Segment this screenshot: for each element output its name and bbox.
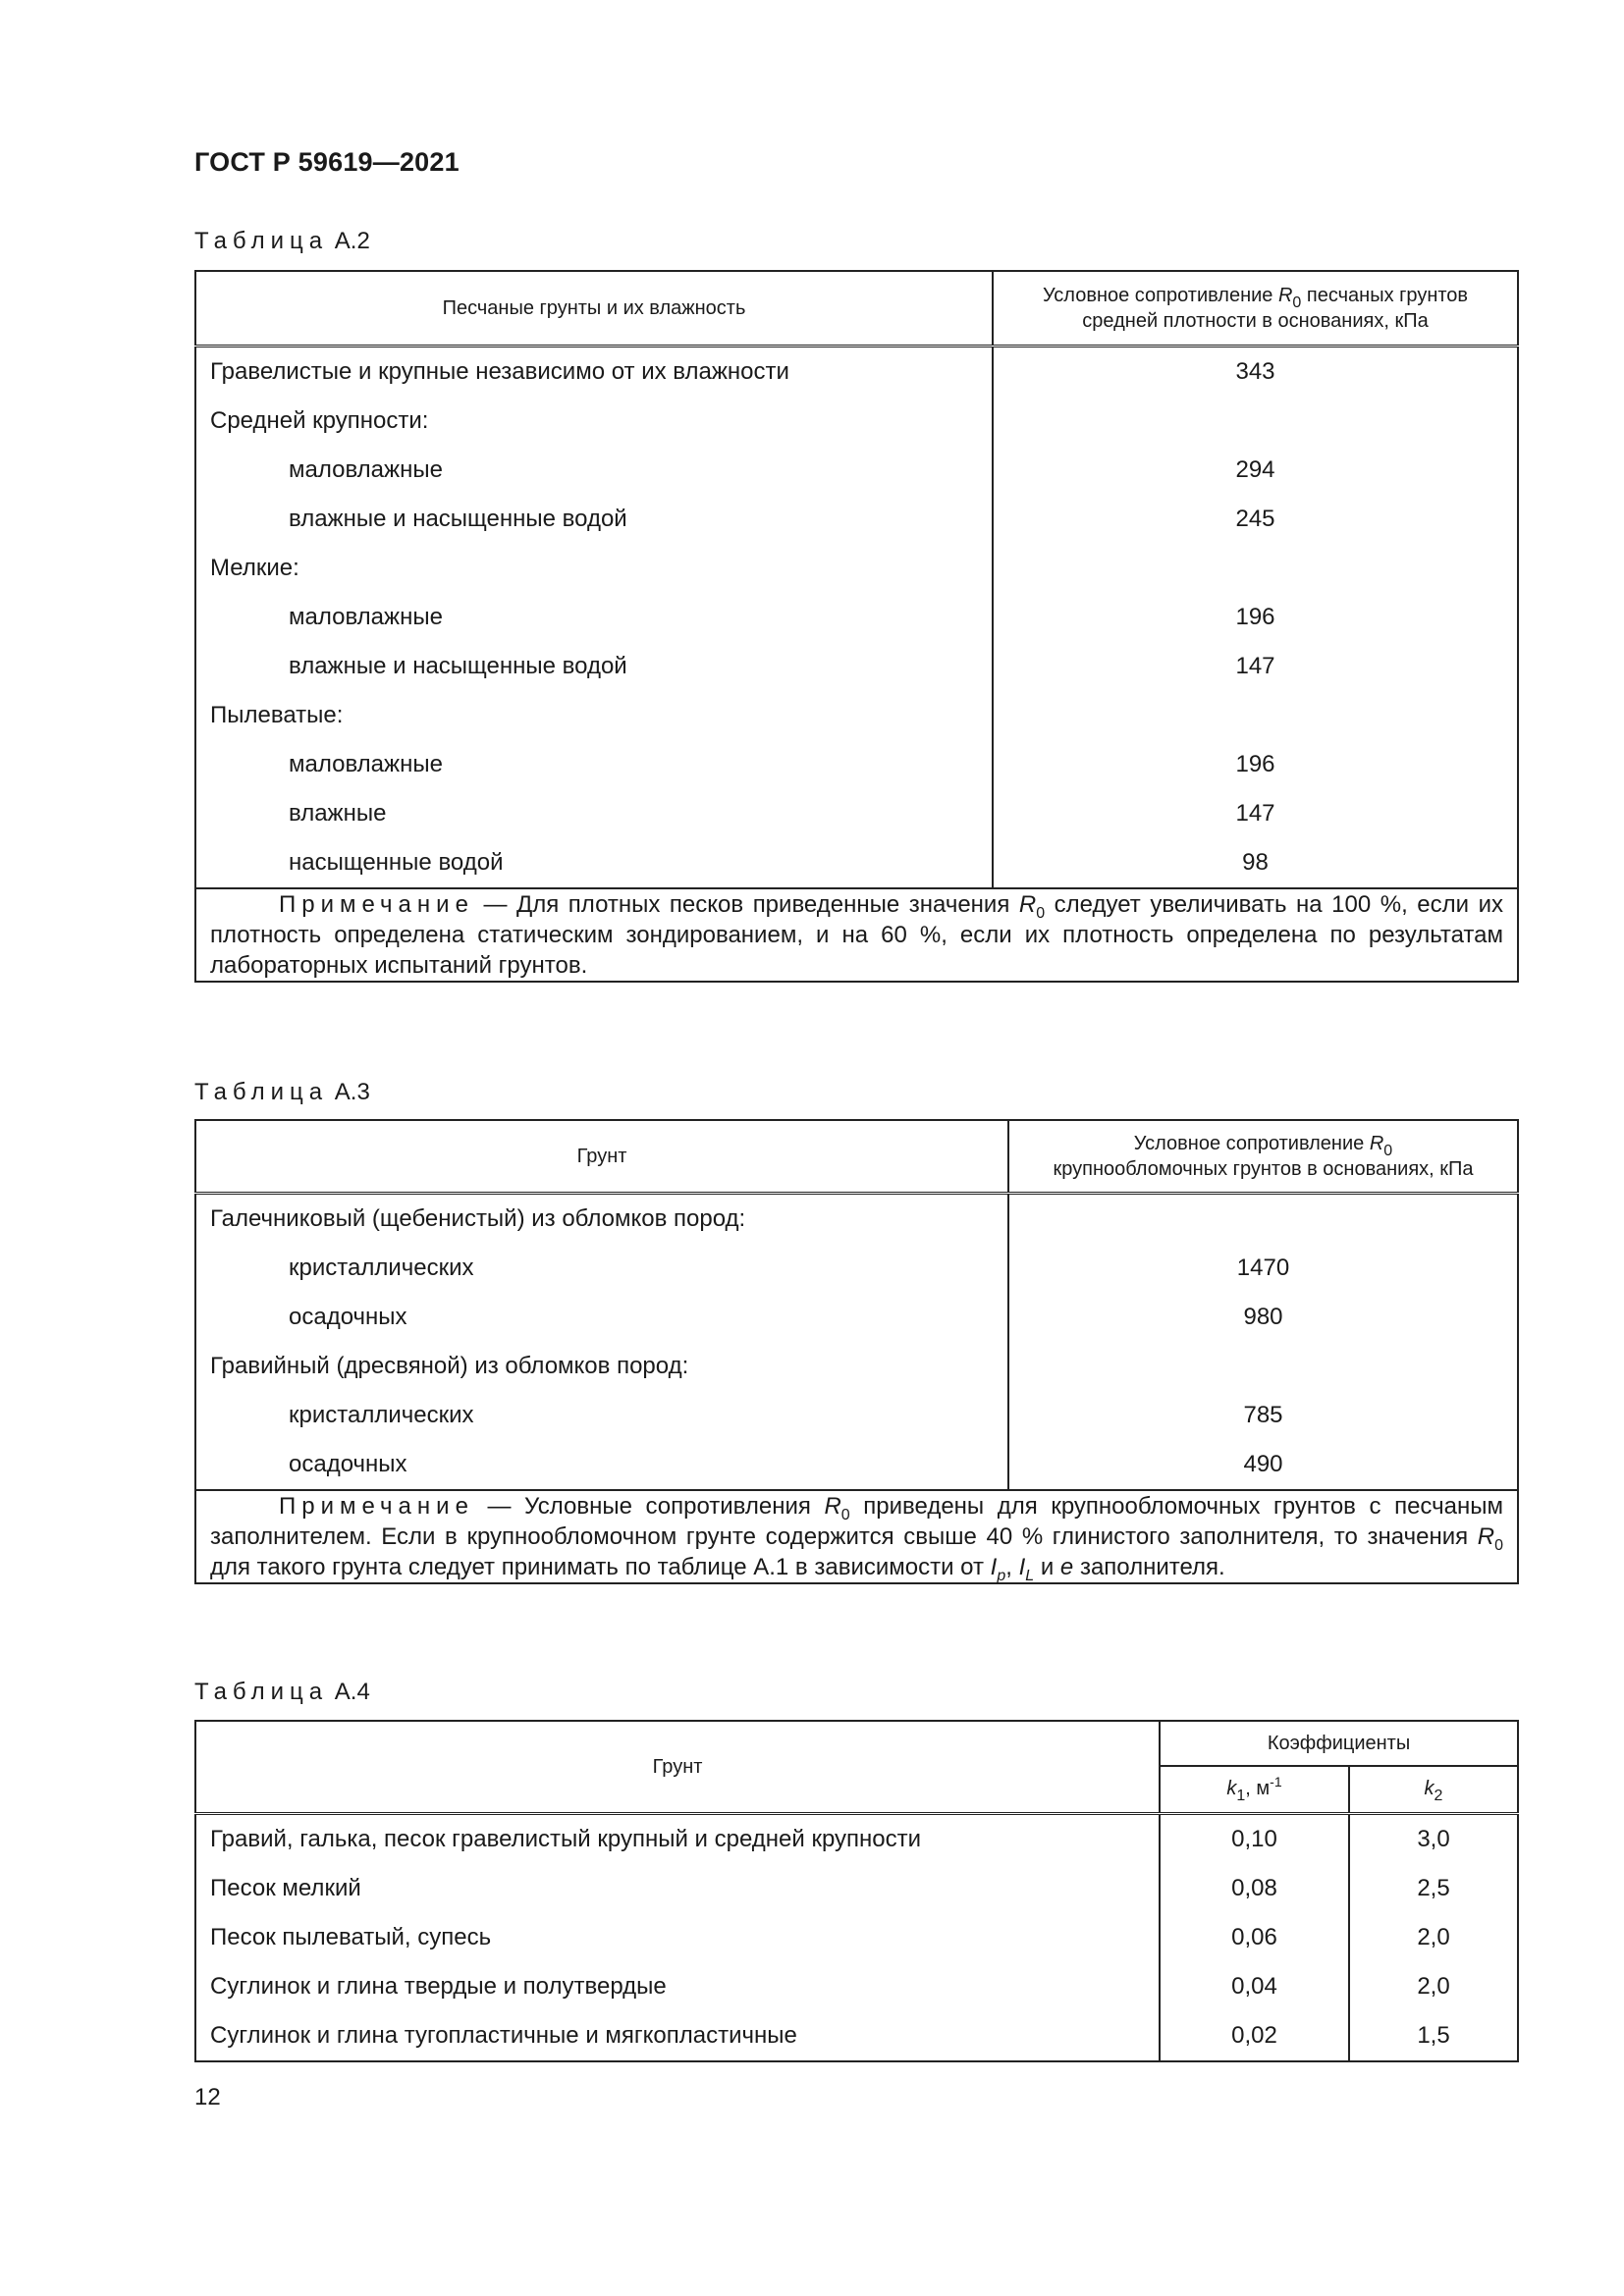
table-row bbox=[195, 1440, 1518, 1490]
page-number: 12 bbox=[194, 2084, 221, 2110]
row-label: влажные и насыщенные водой bbox=[195, 642, 993, 691]
row-label: Галечниковый (щебенистый) из обломков пород: bbox=[195, 1193, 1008, 1244]
row-label: Суглинок и глина тугопластичные и мягкопластичные bbox=[195, 2011, 1160, 2061]
table-row bbox=[195, 1293, 1518, 1342]
row-label: маловлажные bbox=[195, 446, 993, 495]
table-row bbox=[195, 346, 1518, 397]
table-row bbox=[195, 789, 1518, 838]
table-row bbox=[195, 691, 1518, 740]
row-value: 196 bbox=[993, 740, 1518, 789]
table-note: Примечание — Условные сопротивления $R_0$ приведены для крупнообломочных грунтов с песчаным заполнителем. Если в крупнообломочном грунте содержится свыше 40 % глинистого заполнителя, то значения $R_0$ для такого грунта следует принимать по таблице А.1 в зависимости от $I_p$, $I_L$ и e заполнителя. bbox=[195, 1490, 1518, 1584]
row-k1: 0,04 bbox=[1160, 1962, 1349, 2011]
row-value: 98 bbox=[993, 838, 1518, 888]
row-k2: 1,5 bbox=[1349, 2011, 1518, 2061]
table-row bbox=[195, 740, 1518, 789]
table-row bbox=[195, 446, 1518, 495]
table-header-coefficients: Коэффициенты bbox=[1160, 1721, 1518, 1766]
table-a3 bbox=[194, 1119, 1519, 1584]
row-value: 245 bbox=[993, 495, 1518, 544]
table-row bbox=[195, 1342, 1518, 1391]
row-k1: 0,08 bbox=[1160, 1864, 1349, 1913]
row-value bbox=[1008, 1193, 1518, 1244]
row-label: влажные bbox=[195, 789, 993, 838]
row-k2: 2,0 bbox=[1349, 1962, 1518, 2011]
row-label: Песок пылеватый, супесь bbox=[195, 1913, 1160, 1962]
row-k2: 3,0 bbox=[1349, 1813, 1518, 1864]
row-k1: 0,10 bbox=[1160, 1813, 1349, 1864]
row-value: 1470 bbox=[1008, 1244, 1518, 1293]
row-value bbox=[993, 397, 1518, 446]
table-header-k2: $k_2$ bbox=[1349, 1766, 1518, 1813]
table-a4-caption bbox=[194, 1679, 370, 1706]
table-header-k1: $k_1$, $м^{-1}$ bbox=[1160, 1766, 1349, 1813]
row-k1: 0,06 bbox=[1160, 1913, 1349, 1962]
table-a3-caption bbox=[194, 1079, 370, 1106]
row-label: осадочных bbox=[195, 1440, 1008, 1490]
row-label: кристаллических bbox=[195, 1391, 1008, 1440]
table-row bbox=[195, 1391, 1518, 1440]
table-a2 bbox=[194, 270, 1519, 983]
row-k2: 2,0 bbox=[1349, 1913, 1518, 1962]
row-label: Пылеватые: bbox=[195, 691, 993, 740]
table-row bbox=[195, 838, 1518, 888]
table-row bbox=[195, 1813, 1518, 1864]
table-row bbox=[195, 1244, 1518, 1293]
table-note: Примечание — Для плотных песков приведенные значения $R_0$ следует увеличивать на 100 %, если их плотность определена статическим зондированием, и на 60 %, если их плотность определена по результатам лабораторных испытаний грунтов. bbox=[195, 888, 1518, 983]
table-caption-number: А.3 bbox=[334, 1079, 370, 1105]
table-caption-word: Таблица bbox=[194, 228, 329, 254]
table-row bbox=[195, 495, 1518, 544]
row-k1: 0,02 bbox=[1160, 2011, 1349, 2061]
row-label: Средней крупности: bbox=[195, 397, 993, 446]
table-row bbox=[195, 397, 1518, 446]
table-header-resistance: Условное сопротивление $R_0$ крупнообломочных грунтов в основаниях, кПа bbox=[1008, 1120, 1518, 1193]
row-label: Суглинок и глина твердые и полутвердые bbox=[195, 1962, 1160, 2011]
row-label: Мелкие: bbox=[195, 544, 993, 593]
row-value: 980 bbox=[1008, 1293, 1518, 1342]
table-row bbox=[195, 2011, 1518, 2061]
row-label: осадочных bbox=[195, 1293, 1008, 1342]
table-caption-word: Таблица bbox=[194, 1679, 329, 1705]
row-label: Гравелистые и крупные независимо от их влажности bbox=[195, 346, 993, 397]
row-value: 147 bbox=[993, 789, 1518, 838]
table-header-resistance: Условное сопротивление $R_0$ песчаных грунтов средней плотности в основаниях, кПа bbox=[993, 271, 1518, 346]
table-header-soil: Грунт bbox=[195, 1120, 1008, 1193]
row-label: насыщенные водой bbox=[195, 838, 993, 888]
row-label: маловлажные bbox=[195, 593, 993, 642]
table-caption-word: Таблица bbox=[194, 1079, 329, 1105]
table-row bbox=[195, 544, 1518, 593]
table-a4 bbox=[194, 1720, 1519, 2062]
row-value: 196 bbox=[993, 593, 1518, 642]
row-value bbox=[993, 544, 1518, 593]
row-label: Гравий, галька, песок гравелистый крупный и средней крупности bbox=[195, 1813, 1160, 1864]
row-value: 147 bbox=[993, 642, 1518, 691]
row-value: 490 bbox=[1008, 1440, 1518, 1490]
row-label: маловлажные bbox=[195, 740, 993, 789]
table-header-soil: Грунт bbox=[195, 1721, 1160, 1813]
note-label: Примечание bbox=[279, 1492, 474, 1520]
row-k2: 2,5 bbox=[1349, 1864, 1518, 1913]
table-caption-number: А.4 bbox=[334, 1679, 370, 1705]
row-value bbox=[993, 691, 1518, 740]
document-code: ГОСТ Р 59619—2021 bbox=[194, 147, 460, 177]
table-row bbox=[195, 1864, 1518, 1913]
row-label: кристаллических bbox=[195, 1244, 1008, 1293]
table-row bbox=[195, 1193, 1518, 1244]
table-a2-caption bbox=[194, 228, 370, 255]
row-value: 343 bbox=[993, 346, 1518, 397]
row-label: влажные и насыщенные водой bbox=[195, 495, 993, 544]
table-caption-number: А.2 bbox=[334, 228, 370, 254]
row-value: 294 bbox=[993, 446, 1518, 495]
row-label: Песок мелкий bbox=[195, 1864, 1160, 1913]
table-row bbox=[195, 642, 1518, 691]
table-row bbox=[195, 1962, 1518, 2011]
table-row bbox=[195, 1913, 1518, 1962]
table-header-soil: Песчаные грунты и их влажность bbox=[195, 271, 993, 346]
row-value bbox=[1008, 1342, 1518, 1391]
note-label: Примечание bbox=[279, 890, 474, 918]
row-label: Гравийный (дресвяной) из обломков пород: bbox=[195, 1342, 1008, 1391]
table-row bbox=[195, 593, 1518, 642]
row-value: 785 bbox=[1008, 1391, 1518, 1440]
